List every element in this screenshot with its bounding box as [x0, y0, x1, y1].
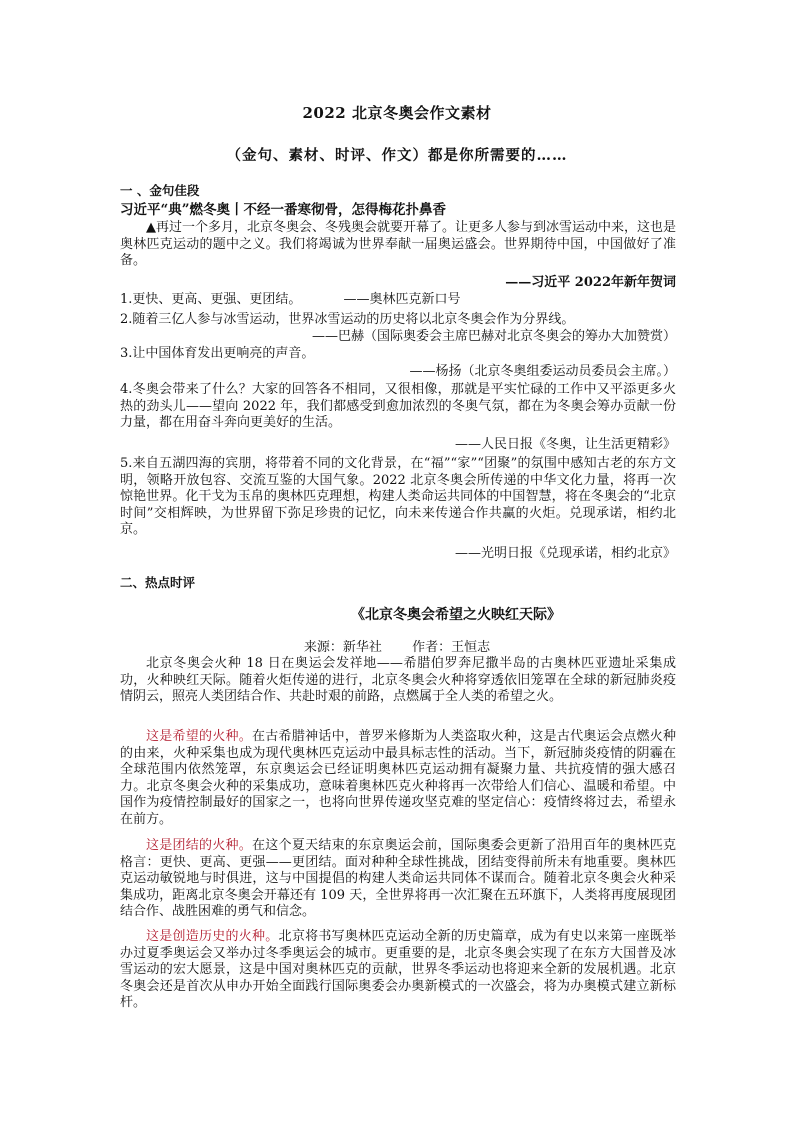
quote-2: 2.随着三亿人参与冰雪运动，世界冰雪运动的历史将以北京冬奥会作为分界线。 [120, 312, 575, 327]
article-title: 《北京冬奥会希望之火映红天际》 [351, 607, 561, 623]
quote-3-source: ——杨扬（北京冬奥组委运动员委员会主席。） [409, 364, 676, 379]
paragraph-2-lead: 这是希望的火种。 [146, 729, 253, 744]
document-title: 2022 北京冬奥会作文素材 [302, 104, 492, 122]
quote-4: 4.冬奥会带来了什么？大家的回答各不相同，又很相像，那就是平实忙碌的工作中又平添更多火热的劲头儿——望向 2022 年，我们都感受到愈加浓烈的冬奥气氛，都在为冬奥会筹办贡献一份力量，都在用奋斗奔向更美好的生活。 [120, 382, 676, 431]
paragraph-4-body: 北京将书写奥林匹克运动全新的历史篇章，成为有史以来第一座既举办过夏季奥运会又举办过冬季奥运会的城市。更重要的是，北京冬奥会实现了在东方大国普及冰雪运动的宏大愿景，这是中国对奥林匹克的贡献，世界冬季运动也将迎来全新的发展机遇。北京冬奥会还是首次从申办开始全面践行国际奥委会办奥新模式的一次盛会，将为办奥模式建立新标杆。 [120, 929, 676, 1011]
article-author: 作者：王恒志 [412, 640, 491, 655]
quote-1-source: ——奥林匹克新口号 [343, 292, 461, 307]
paragraph-3-lead: 这是团结的火种。 [146, 838, 253, 853]
quote-2-source: ——巴赫（国际奥委会主席巴赫对北京冬奥会的筹办大加赞赏） [311, 329, 676, 344]
article-paragraph-1: 北京冬奥会火种 18 日在奥运会发祥地——希腊伯罗奔尼撒半岛的古奥林匹亚遗址采集成功，火种映红天际。随着火炬传递的进行，北京冬奥会火种将穿透依旧笼罩在全球的新冠肺炎疫情阴云，照亮人类团结合作、共赴时艰的前路，点燃属于全人类的希望之火。 [120, 656, 676, 705]
article-source: 来源：新华社 [303, 640, 382, 655]
quote-item-title: 习近平“典”燃冬奥丨不经一番寒彻骨，怎得梅花扑鼻香 [120, 202, 447, 218]
section-heading-commentary: 二、热点时评 [120, 575, 196, 590]
intro-paragraph: ▲再过一个多月，北京冬奥会、冬残奥会就要开幕了。让更多人参与到冰雪运动中来，这也是奥林匹克运动的题中之义。我们将竭诚为世界奉献一届奥运盛会。世界期待中国，中国做好了准备。 [120, 220, 676, 269]
article-paragraph-3 [120, 838, 676, 921]
quote-4-source: ——人民日报《冬奥，让生活更精彩》 [454, 437, 676, 452]
intro-source: ——习近平 2022年新年贺词 [505, 275, 676, 290]
paragraph-4-lead: 这是创造历史的火种。 [146, 929, 279, 944]
quote-5-source: ——光明日报《兑现承诺，相约北京》 [454, 546, 676, 561]
quote-3: 3.让中国体育发出更响亮的声音。 [120, 346, 315, 361]
quote-1-text: 1.更快、更高、更强、更团结。 [120, 292, 302, 307]
document-subtitle: （金句、素材、时评、作文）都是你所需要的…… [226, 147, 568, 164]
article-byline [0, 636, 794, 655]
quote-1 [120, 292, 676, 309]
article-paragraph-4 [120, 929, 676, 1012]
paragraph-3-body: 在这个夏天结束的东京奥运会前，国际奥委会更新了沿用百年的奥林匹克格言：更快、更高、更强——更团结。面对种种全球性挑战，团结变得前所未有地重要。奥林匹克运动敏锐地与时俱进，这与中国提倡的构建人类命运共同体不谋而合。随着北京冬奥会火种采集成功，距离北京冬奥会开幕还有 109 天，全世界将再一次汇聚在五环旗下，人类将再度展现团结合作、战胜困难的勇气和信念。 [120, 838, 676, 920]
paragraph-2-body: 在古希腊神话中，普罗米修斯为人类盗取火种，这是古代奥运会点燃火种的由来，火种采集也成为现代奥林匹克运动中最具标志性的活动。当下，新冠肺炎疫情的阴霾在全球范围内依然笼罩，东京奥运会已经证明奥林匹克运动拥有凝聚力量、共抗疫情的强大感召力。北京冬奥会火种的采集成功，意味着奥林匹克火种将再一次带给人们信心、温暖和希望。中国作为疫情控制最好的国家之一，也将向世界传递攻坚克难的坚定信心：疫情终将过去，希望永在前方。 [120, 729, 676, 827]
section-heading-quotes: 一 、金句佳段 [120, 183, 200, 198]
quote-5: 5.来自五湖四海的宾朋，将带着不同的文化背景，在“福”“家”“团聚”的氛围中感知古老的东方文明，领略开放包容、交流互鉴的大国气象。2022 北京冬奥会所传递的中华文化力量，将再一次惊艳世界。化干戈为玉帛的奥林匹克理想，构建人类命运共同体的中国智慧，将在冬奥会的“北京时间”交相辉映，为世界留下弥足珍贵的记忆，向未来传递合作共赢的火炬。兑现承诺，相约北京。 [120, 456, 676, 538]
article-paragraph-2 [120, 729, 676, 829]
